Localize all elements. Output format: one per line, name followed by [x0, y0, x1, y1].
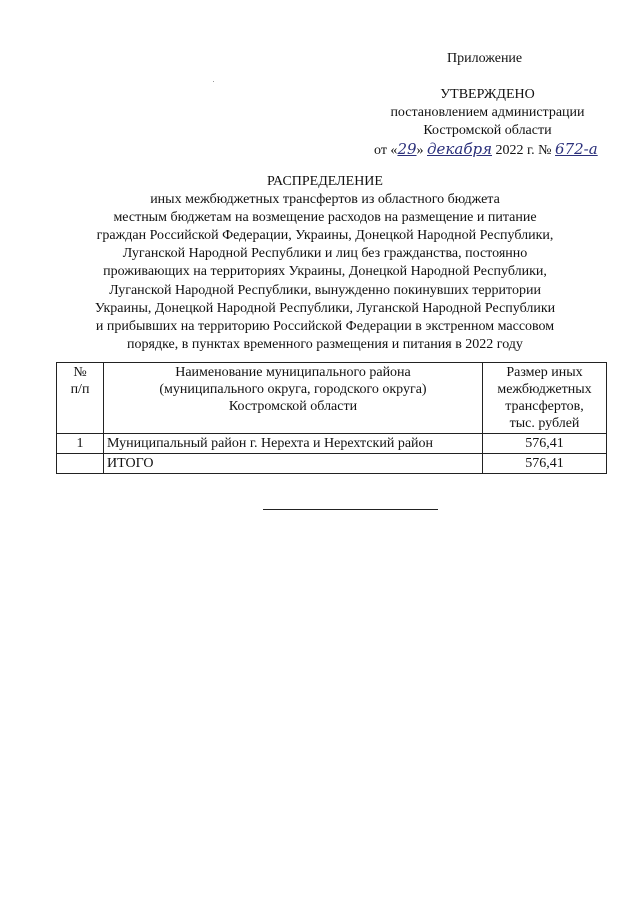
handwritten-day: 29 [397, 140, 417, 158]
title-line: Луганской Народной Республики, вынужденно покинувших территории [109, 282, 541, 298]
title-line: местным бюджетам на возмещение расходов на размещение и питание [113, 210, 537, 226]
approval-line-1: постановлением администрации [390, 105, 585, 120]
total-amount: 576,41 [483, 454, 607, 474]
title-main: РАСПРЕДЕЛЕНИЕ [267, 174, 383, 189]
row-district-name: Муниципальный район г. Нерехта и Нерехтский район [104, 434, 483, 454]
title-line: порядке, в пунктах временного размещения и питания в 2022 году [127, 336, 523, 352]
title-line: Луганской Народной Республики и лиц без гражданства, постоянно [122, 246, 528, 262]
title-line: иных межбюджетных трансфертов из областного бюджета [150, 192, 500, 208]
table-total-row [57, 454, 607, 474]
title-line: граждан Российской Федерации, Украины, Донецкой Народной Республики, [96, 228, 554, 244]
document-title [40, 173, 610, 354]
title-line: Украины, Донецкой Народной Республики, Луганской Народной Республики [94, 300, 556, 316]
approved-heading: УТВЕРЖДЕНО [440, 87, 535, 102]
header-name: Наименование муниципального района (муниципального округа, городского округа) Костромской области [104, 363, 483, 434]
handwritten-month: декабря [427, 140, 493, 158]
header-amount: Размер иных межбюджетных трансфертов, тыс. рублей [483, 363, 607, 434]
allocation-table [56, 362, 607, 474]
total-number [57, 454, 104, 474]
total-label: ИТОГО [104, 454, 483, 474]
title-line: и прибывших на территорию Российской Федерации в экстренном массовом [95, 318, 555, 334]
table-row [57, 434, 607, 454]
header-number: № п/п [57, 363, 104, 434]
date-prefix: от « [374, 143, 398, 158]
appendix-label: Приложение [447, 51, 523, 66]
closing-divider [263, 509, 438, 510]
scan-speck [213, 81, 214, 82]
handwritten-doc-number: 672-а [555, 140, 598, 158]
title-line: проживающих на территориях Украины, Донецкой Народной Республики, [103, 264, 547, 280]
date-year: 2022 г. № [495, 143, 552, 158]
approval-block [360, 86, 615, 160]
row-amount: 576,41 [483, 434, 607, 454]
date-mid: » [416, 143, 424, 158]
approval-line-2: Костромской области [423, 123, 552, 138]
table-header-row [57, 363, 607, 434]
approval-date-line [360, 140, 615, 160]
row-number: 1 [57, 434, 104, 454]
